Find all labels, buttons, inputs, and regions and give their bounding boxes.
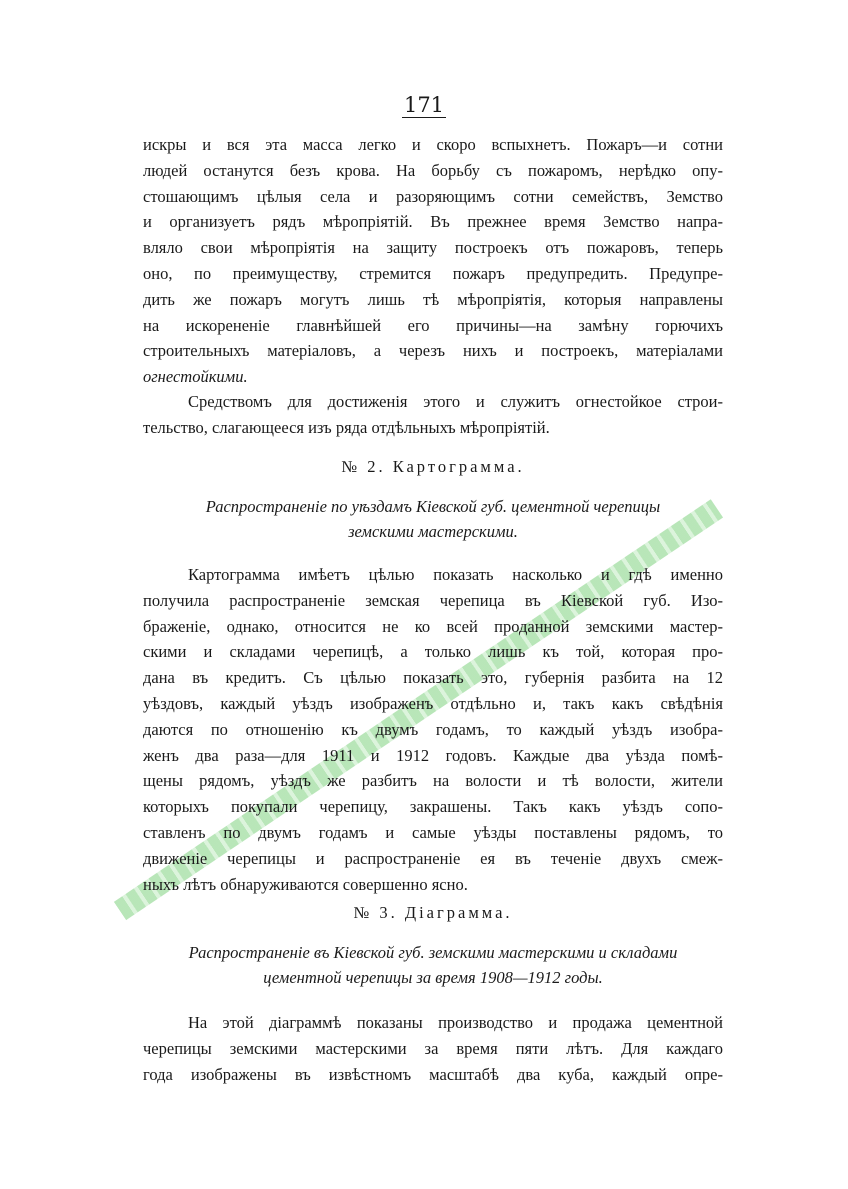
text-line: искры и вся эта масса легко и скоро вспыхнетъ. Пожаръ—и сотни [143, 135, 723, 154]
section3-subtitle [143, 940, 723, 990]
text-line: скими и складами черепицѣ, а только лишь къ той, которая про- [143, 642, 723, 662]
section1-paragraph2 [143, 389, 723, 441]
text-line: дана въ кредитъ. Съ цѣлью показать это, губернія разбита на 12 [143, 668, 723, 688]
text-line: движеніе черепицы и распространеніе ея въ теченіе двухъ смеж- [143, 848, 723, 868]
page-number [0, 93, 848, 117]
text-line: Средствомъ для достиженія этого и служитъ огнестойкое строи- [188, 392, 723, 411]
page-number-text: 171 [403, 93, 445, 117]
subtitle-line: Распространеніе по уѣздамъ Кіевской губ. цементной черепицы [205, 497, 661, 516]
text-line: и организуетъ рядъ мѣропріятій. Въ прежнее время Земство напра- [143, 212, 723, 232]
text-line: Картограмма имѣетъ цѣлью показать насколько и гдѣ именно [188, 565, 723, 584]
section2-heading: № 2. Картограмма. [341, 457, 525, 476]
section1-paragraph [143, 132, 723, 390]
text-line: щены рядомъ, уѣздъ же разбитъ на волости и тѣ волости, жители [143, 771, 723, 791]
subtitle-line: земскими мастерскими. [348, 522, 518, 541]
section2-paragraph [143, 562, 723, 897]
text-line: черепицы земскими мастерскими за время пяти лѣтъ. Для каждаго [143, 1038, 723, 1058]
section2-subtitle [143, 494, 723, 544]
subtitle-line: Распространеніе въ Кіевской губ. земскими мастерскими и складами [188, 943, 678, 962]
text-line: строительныхъ матеріаловъ, а черезъ нихъ и построекъ, матеріалами [143, 341, 723, 361]
text-line: уѣздовъ, каждый уѣздъ изображенъ отдѣльно и, такъ какъ свѣдѣнія [143, 693, 723, 713]
text-line: даются по отношенію къ двумъ годамъ, то каждый уѣздъ изобра- [143, 719, 723, 739]
text-line: ставленъ по двумъ годамъ и самые уѣзды поставлены рядомъ, то [143, 822, 723, 842]
text-line: вляло свои мѣропріятія на защиту построекъ отъ пожаровъ, теперь [143, 238, 723, 258]
text-line: стошающимъ цѣлыя села и разоряющимъ сотни семействъ, Земство [143, 186, 723, 206]
text-line: года изображены въ извѣстномъ масштабѣ два куба, каждый опре- [143, 1064, 723, 1084]
text-line: На этой діаграммѣ показаны производство и продажа цементной [188, 1013, 723, 1032]
section3-paragraph [143, 1010, 723, 1087]
text-line: оно, по преимуществу, стремится пожаръ предупредить. Предупре- [143, 263, 723, 283]
text-line: браженіе, однако, относится не ко всей проданной земскими мастер- [143, 616, 723, 636]
subtitle-line: цементной черепицы за время 1908—1912 годы. [263, 968, 603, 987]
text-line: ныхъ лѣтъ обнаруживаются совершенно ясно. [143, 874, 468, 894]
section3-heading: № 3. Діаграмма. [353, 903, 513, 922]
text-line: получила распространеніе земская черепица въ Кіевской губ. Изо- [143, 590, 723, 610]
text-line: людей останутся безъ крова. На борьбу съ пожаромъ, нерѣдко опу- [143, 160, 723, 180]
text-line: огнестойкими. [143, 367, 248, 387]
text-line: которыхъ покупали черепицу, закрашены. Такъ какъ уѣздъ сопо- [143, 797, 723, 817]
text-line: на искорененіе главнѣйшей его причины—на замѣну горючихъ [143, 315, 723, 335]
text-line: женъ два раза—для 1911 и 1912 годовъ. Каждые два уѣзда помѣ- [143, 745, 723, 765]
text-line: тельство, слагающееся изъ ряда отдѣльныхъ мѣропріятій. [143, 417, 550, 437]
text-line: дить же пожаръ могутъ лишь тѣ мѣропріятія, которыя направлены [143, 289, 723, 309]
